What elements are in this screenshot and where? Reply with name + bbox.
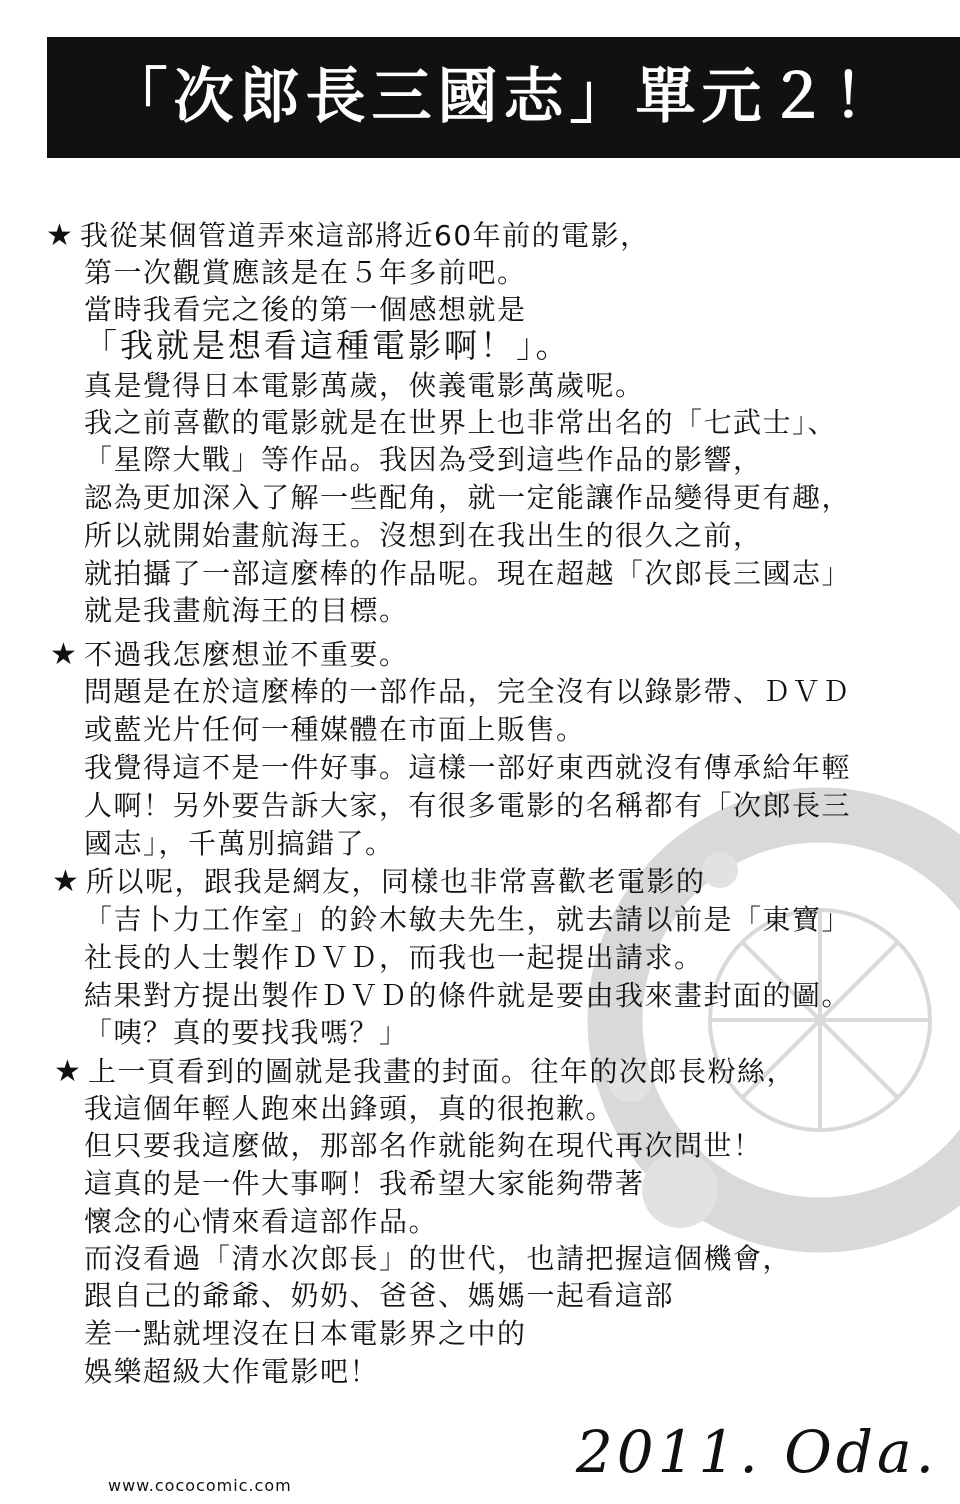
paragraph-line: 差一點就埋沒在日本電影界之中的 bbox=[84, 1317, 527, 1350]
paragraph-line: 我之前喜歡的電影就是在世界上也非常出名的「七武士」、 bbox=[84, 406, 838, 439]
paragraph-line: 「吉卜力工作室」的鈴木敏夫先生，就去請以前是「東寶」 bbox=[84, 903, 852, 936]
handwritten-signature: 2011. Oda. bbox=[575, 1418, 938, 1486]
paragraph-line: 我覺得這不是一件好事。這樣一部好東西就沒有傳承給年輕 bbox=[84, 751, 852, 784]
paragraph-line: ★ 所以呢，跟我是網友，同樣也非常喜歡老電影的 bbox=[52, 864, 706, 899]
paragraph-line: 或藍光片任何一種媒體在市面上販售。 bbox=[84, 713, 586, 746]
star-bullet-icon: ★ bbox=[52, 864, 81, 899]
paragraph-line: 國志」，千萬別搞錯了。 bbox=[84, 827, 395, 860]
star-bullet-icon: ★ bbox=[54, 1054, 83, 1089]
title-bar bbox=[47, 37, 960, 158]
paragraph-line: 跟自己的爺爺、奶奶、爸爸、媽媽一起看這部 bbox=[84, 1279, 675, 1312]
paragraph-line: 當時我看完之後的第一個感想就是 bbox=[84, 293, 527, 326]
star-bullet-icon: ★ bbox=[46, 218, 75, 253]
paragraph-line: 但只要我這麼做，那部名作就能夠在現代再次問世！ bbox=[84, 1129, 763, 1162]
site-watermark: www.cococomic.com bbox=[108, 1476, 292, 1495]
paragraph-line: ★ 上一頁看到的圖就是我畫的封面。往年的次郎長粉絲， bbox=[54, 1054, 797, 1089]
paragraph-line: 「咦？真的要找我嗎？」 bbox=[84, 1016, 409, 1049]
paragraph-line: ★ 我從某個管道弄來這部將近60年前的電影， bbox=[46, 218, 650, 253]
paragraph-line: 人啊！另外要告訴大家，有很多電影的名稱都有「次郎長三 bbox=[84, 789, 852, 822]
paragraph-line: 就是我畫航海王的目標。 bbox=[84, 594, 409, 627]
paragraph-line: 所以就開始畫航海王。沒想到在我出生的很久之前， bbox=[84, 519, 763, 552]
paragraph-line: 娛樂超級大作電影吧！ bbox=[84, 1355, 380, 1388]
paragraph-line: 「星際大戰」等作品。我因為受到這些作品的影響， bbox=[84, 443, 763, 476]
paragraph-line: 認為更加深入了解一些配角，就一定能讓作品變得更有趣， bbox=[84, 481, 852, 514]
star-bullet-icon: ★ bbox=[50, 637, 79, 672]
paragraph-line: 懷念的心情來看這部作品。 bbox=[84, 1205, 439, 1238]
paragraph-line: 就拍攝了一部這麼棒的作品呢。現在超越「次郎長三國志」 bbox=[84, 557, 852, 590]
paragraph-line: 真是覺得日本電影萬歲，俠義電影萬歲呢。 bbox=[84, 369, 645, 402]
paragraph-line: 社長的人士製作ＤＶＤ，而我也一起提出請求。 bbox=[84, 941, 704, 974]
paragraph-line: ★ 不過我怎麼想並不重要。 bbox=[50, 637, 409, 672]
emphasis-line: 「我就是想看這種電影啊！」。 bbox=[84, 326, 572, 365]
paragraph-line: 我這個年輕人跑來出鋒頭，真的很抱歉。 bbox=[84, 1092, 616, 1125]
paragraph-line: 這真的是一件大事啊！我希望大家能夠帶著 bbox=[84, 1167, 645, 1200]
paragraph-line: 而沒看過「清水次郎長」的世代，也請把握這個機會， bbox=[84, 1242, 793, 1275]
paragraph-line: 結果對方提出製作ＤＶＤ的條件就是要由我來畫封面的圖。 bbox=[84, 979, 852, 1012]
paragraph-line: 第一次觀賞應該是在５年多前吧。 bbox=[84, 256, 527, 289]
paragraph-line: 問題是在於這麼棒的一部作品，完全沒有以錄影帶、ＤＶＤ bbox=[84, 675, 852, 708]
page-title: 「次郎長三國志」單元２！ bbox=[107, 62, 900, 132]
